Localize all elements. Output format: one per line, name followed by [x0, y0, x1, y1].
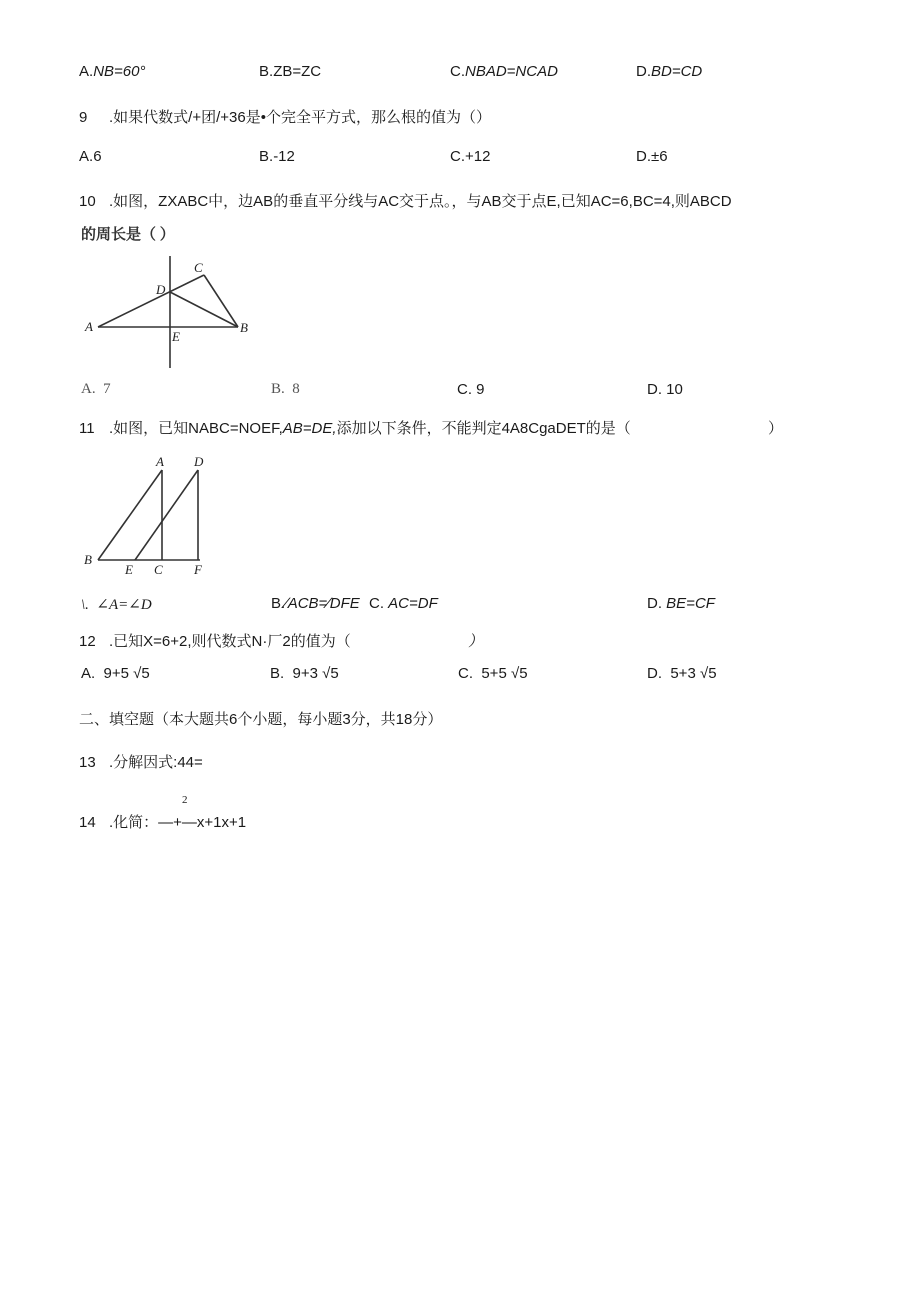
q11-label-a: A [156, 454, 164, 469]
q10-option-b: B. 8 [271, 381, 300, 397]
q11-option-a: \. ∠A=∠D [81, 597, 152, 613]
q10-label-e: E [172, 329, 180, 344]
q9-stem: 9 .如果代数式/+团/+36是•个完全平方式，那么根的值为（） [79, 109, 491, 126]
q13-stem: 13 .分解因式:44= [79, 754, 203, 771]
q10-option-c: C. 9 [457, 381, 485, 398]
q11-stem: 11 .如图，已知NABC=NOEF,AB=DE,添加以下条件，不能判定4A8CgaDET的是（ [79, 420, 631, 437]
q11-option-c: C. AC=DF [369, 595, 438, 612]
q8-option-a: A.NB=60° [79, 63, 146, 80]
q12-option-a: A. 9+5 √5 [81, 665, 150, 682]
q8-option-b: B.ZB=ZC [259, 63, 322, 80]
q12-option-b: B. 9+3 √5 [270, 665, 339, 682]
q11-triangles-figure [80, 450, 230, 580]
q12-stem-close: ） [468, 633, 484, 650]
q11-label-c: C [154, 562, 163, 577]
q9-option-b: B.-12 [259, 148, 295, 165]
q10-label-d: D [156, 282, 166, 297]
q11-option-b: B.∕ACB=∕DFE [271, 595, 360, 612]
q10-stem: 10 .如图，ZXABC中，边AB的垂直平分线与AC交于点。，与AB交于点E,已知AC=6,BC=4,则ABCD [79, 193, 732, 210]
q10-triangle-figure [80, 250, 280, 380]
q11-label-b: B [84, 552, 92, 567]
q10-stem-continued: 的周长是（ ） [81, 227, 175, 243]
q11-option-d: D. BE=CF [647, 595, 715, 612]
q9-option-d: D.±6 [636, 148, 668, 165]
q11-label-d: D [194, 454, 204, 469]
q11-label-e: E [125, 562, 133, 577]
q9-option-c: C.+12 [450, 148, 491, 165]
q10-label-c: C [194, 260, 203, 275]
q14-stem: 14 .化简：—+—x+1x+1 [79, 814, 247, 831]
q8-option-c: C.NBAD=NCAD [450, 63, 558, 80]
q10-label-b: B [240, 320, 248, 335]
q11-label-f: F [194, 562, 202, 577]
q12-option-c: C. 5+5 √5 [458, 665, 528, 682]
q9-option-a: A.6 [79, 148, 102, 165]
q8-option-d: D.BD=CD [636, 63, 703, 80]
q14-superscript: 2 [182, 794, 188, 806]
q12-option-d: D. 5+3 √5 [647, 665, 717, 682]
q10-option-d: D. 10 [647, 381, 683, 398]
q12-stem: 12 .已知X=6+2,则代数式N·厂2的值为（ [79, 633, 351, 650]
q10-option-a: A. 7 [81, 381, 111, 397]
section2-title: 二、填空题（本大题共6个小题，每小题3分，共18分） [79, 711, 443, 728]
q11-stem-close: ） [768, 420, 784, 437]
q10-label-a: A [85, 319, 93, 334]
